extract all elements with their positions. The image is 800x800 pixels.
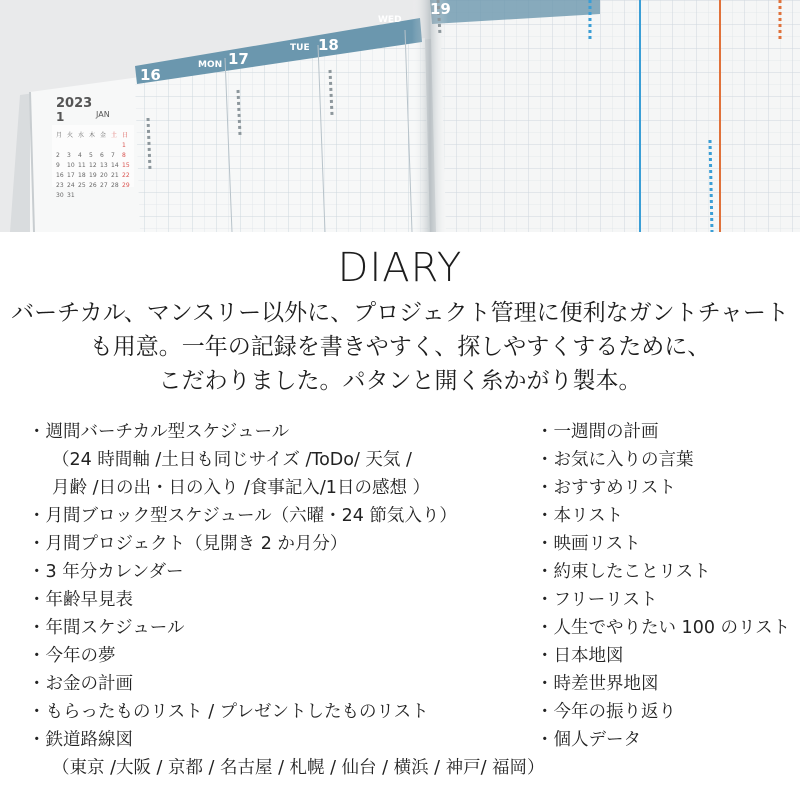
mini-calendar-day: 10 <box>67 162 75 169</box>
mini-calendar-day: 11 <box>78 162 86 169</box>
mini-calendar-day: 13 <box>100 162 108 169</box>
mini-calendar-day: 8 <box>122 152 126 159</box>
mini-calendar-day: 16 <box>56 172 64 179</box>
mini-calendar-day: 25 <box>78 182 86 189</box>
mini-calendar-day: 14 <box>111 162 119 169</box>
list-item: ・年間スケジュール <box>28 618 185 638</box>
mini-calendar-day: 2 <box>56 152 60 159</box>
calendar-year: 2023 <box>56 96 93 111</box>
list-item: ・お金の計画 <box>28 674 133 694</box>
day-number: 16 <box>140 66 161 84</box>
mini-calendar-day: 3 <box>67 152 71 159</box>
list-item: ・もらったものリスト / プレゼントしたものリスト <box>28 702 429 722</box>
mini-calendar-day: 30 <box>56 192 64 199</box>
list-item: ・年齢早見表 <box>28 590 133 610</box>
list-item: ・週間バーチカル型スケジュール <box>28 422 290 442</box>
description-line: こだわりました。パタンと開く糸かがり製本。 <box>158 368 642 394</box>
mini-calendar-day: 18 <box>78 172 86 179</box>
diary-spread-illustration <box>0 0 800 232</box>
description-line: バーチカル、マンスリー以外に、プロジェクト管理に便利なガントチャート <box>11 300 789 326</box>
list-item: ・日本地図 <box>536 646 624 666</box>
mini-calendar-weekday: 土 <box>111 132 118 139</box>
mini-calendar-day: 4 <box>78 152 82 159</box>
mini-calendar-day: 24 <box>67 182 75 189</box>
list-item: ・鉄道路線図 <box>28 730 133 750</box>
description-line: も用意。一年の記録を書きやすく、探しやすくするために、 <box>89 334 711 360</box>
day-weekday: MON <box>198 60 223 70</box>
mini-calendar-weekday: 水 <box>78 132 85 139</box>
mini-calendar-day: 23 <box>56 182 64 189</box>
calendar-month-number: 1 <box>56 110 65 124</box>
list-item: ・3 年分カレンダー <box>28 562 184 582</box>
day-number: 18 <box>318 36 339 54</box>
list-item: ・今年の夢 <box>28 646 116 666</box>
mini-calendar-day: 31 <box>67 192 75 199</box>
mini-calendar-weekday: 日 <box>122 132 129 139</box>
day-number: 19 <box>430 0 451 18</box>
mini-calendar-weekday: 火 <box>67 132 74 139</box>
list-item: ・一週間の計画 <box>536 422 659 442</box>
list-item: ・おすすめリスト <box>536 478 676 498</box>
mini-calendar-day: 15 <box>122 162 130 169</box>
mini-calendar-day: 27 <box>100 182 108 189</box>
list-item: ・約束したことリスト <box>536 562 711 582</box>
list-item: ・人生でやりたい 100 のリスト <box>536 618 791 638</box>
list-item: ・今年の振り返り <box>536 702 676 722</box>
list-item: ・本リスト <box>536 506 624 526</box>
page-title: DIARY <box>337 245 463 291</box>
mini-calendar-weekday: 木 <box>89 132 96 139</box>
day-weekday: WED <box>378 15 402 25</box>
description <box>0 296 800 398</box>
mini-calendar-day: 6 <box>100 152 104 159</box>
product-photo <box>0 0 800 232</box>
mini-calendar-weekday: 月 <box>56 132 63 139</box>
list-item: ・個人データ <box>536 730 641 750</box>
calendar-month-name: JAN <box>96 110 110 119</box>
mini-calendar-day: 19 <box>89 172 97 179</box>
mini-calendar-day: 26 <box>89 182 97 189</box>
mini-calendar-day: 12 <box>89 162 97 169</box>
list-item: ・映画リスト <box>536 534 641 554</box>
list-item-detail: （24 時間軸 /土日も同じサイズ /ToDo/ 天気 / <box>52 450 412 470</box>
mini-calendar-day: 20 <box>100 172 108 179</box>
mini-calendar-day: 28 <box>111 182 119 189</box>
mini-calendar-day: 17 <box>67 172 75 179</box>
day-number: 17 <box>228 50 249 68</box>
mini-calendar-day: 1 <box>122 142 126 149</box>
list-item: ・フリーリスト <box>536 590 658 610</box>
list-item: ・お気に入りの言葉 <box>536 450 694 470</box>
list-item-detail: 月齢 /日の出・日の入り /食事記入/1日の感想 ） <box>52 478 431 498</box>
mini-calendar-day: 22 <box>122 172 130 179</box>
mini-calendar-day: 9 <box>56 162 60 169</box>
day-weekday: TUE <box>290 43 310 53</box>
mini-calendar-day: 29 <box>122 182 130 189</box>
mini-calendar-day: 21 <box>111 172 119 179</box>
list-item-detail: （東京 /大阪 / 京都 / 名古屋 / 札幌 / 仙台 / 横浜 / 神戸/ 福岡） <box>52 758 545 778</box>
feature-list-left <box>28 418 545 782</box>
feature-list-right <box>536 418 790 754</box>
mini-calendar-weekday: 金 <box>100 132 107 139</box>
list-item: ・時差世界地図 <box>536 674 659 694</box>
mini-calendar-day: 5 <box>89 152 93 159</box>
mini-calendar-day: 7 <box>111 152 115 159</box>
list-item: ・月間プロジェクト（見開き 2 か月分） <box>28 534 348 554</box>
list-item: ・月間ブロック型スケジュール（六曜・24 節気入り） <box>28 506 457 526</box>
